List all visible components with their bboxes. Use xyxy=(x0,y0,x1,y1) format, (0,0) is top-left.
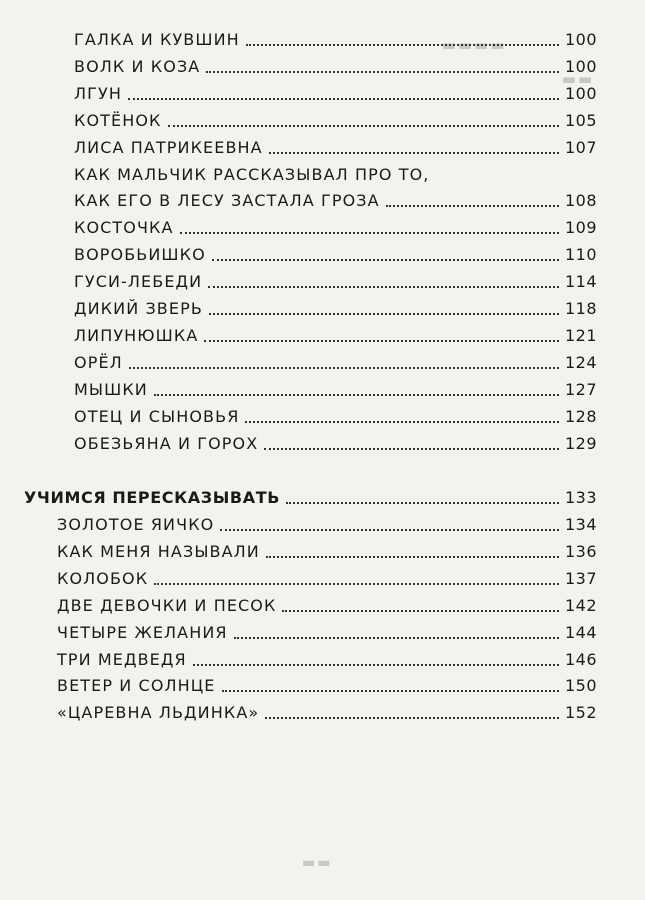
toc-page-number: 128 xyxy=(564,406,597,426)
toc-entry-title: КОЛОБОК xyxy=(57,568,149,588)
toc-entry xyxy=(57,699,597,723)
dot-leader xyxy=(266,556,559,558)
toc-entry xyxy=(74,376,597,400)
dot-leader xyxy=(168,125,559,127)
toc-entry-title: ЗОЛОТОЕ ЯИЧКО xyxy=(57,515,215,534)
dot-leader xyxy=(269,152,559,154)
dot-leader xyxy=(206,71,559,73)
dot-leader xyxy=(208,286,559,288)
toc-entry-title: КАК МАЛЬЧИК РАССКАЗЫВАЛ ПРО ТО, xyxy=(74,164,430,184)
dot-leader xyxy=(154,394,559,396)
dot-leader xyxy=(246,44,559,46)
toc-entry-title: ВОЛК И КОЗА xyxy=(74,56,201,76)
toc-page-number: 152 xyxy=(564,703,597,723)
toc-entry-title: «ЦАРЕВНА ЛЬДИНКА» xyxy=(57,703,260,723)
dot-leader xyxy=(180,232,559,234)
dot-leader xyxy=(220,529,559,531)
toc-entry-title: ГАЛКА И КУВШИН xyxy=(74,30,240,49)
toc-page-number: 107 xyxy=(564,137,597,157)
toc-entry xyxy=(74,268,597,292)
toc-entry-title: ТРИ МЕДВЕДЯ xyxy=(57,649,187,669)
toc-entry xyxy=(57,646,597,670)
toc-page-number: 136 xyxy=(564,541,597,561)
toc-entry xyxy=(57,565,597,589)
toc-page-number: 144 xyxy=(564,622,597,642)
dot-leader xyxy=(128,98,559,100)
toc-entry-title: ГУСИ-ЛЕБЕДИ xyxy=(74,272,203,292)
toc-page-number: 127 xyxy=(564,379,597,399)
dot-leader xyxy=(282,610,558,612)
dot-leader xyxy=(222,690,559,692)
toc-entry xyxy=(74,187,597,211)
toc-page-number: 100 xyxy=(564,83,597,103)
toc-entry-title: МЫШКИ xyxy=(74,379,148,399)
toc-entry-title: ДИКИЙ ЗВЕРЬ xyxy=(74,299,203,318)
toc-page-number: 109 xyxy=(564,218,597,238)
toc-entry xyxy=(74,80,597,104)
toc-page-number: 133 xyxy=(564,488,597,507)
toc-page-number: 108 xyxy=(564,191,597,211)
bleed-through-text: ▬▬ xyxy=(560,70,593,88)
toc-entry-title: КОТЁНОК xyxy=(74,110,162,130)
toc-page-number: 100 xyxy=(564,30,597,49)
toc-page-number: 118 xyxy=(564,299,597,318)
toc-page-number: 146 xyxy=(564,649,597,669)
toc-entry-title: КАК ЕГО В ЛЕСУ ЗАСТАЛА ГРОЗА xyxy=(74,191,380,211)
bleed-through-page-number: ▬▬ xyxy=(300,855,331,871)
toc-page-number: 121 xyxy=(564,325,597,345)
dot-leader xyxy=(264,448,559,450)
toc-entry xyxy=(74,349,597,373)
toc-entry xyxy=(74,53,597,77)
toc-entry xyxy=(57,619,597,643)
toc-entry xyxy=(57,511,597,535)
toc-entry xyxy=(74,322,597,346)
toc-entry-title: ОБЕЗЬЯНА И ГОРОХ xyxy=(74,433,259,453)
toc-entry xyxy=(57,538,597,562)
toc-entry-title: ДВЕ ДЕВОЧКИ И ПЕСОК xyxy=(57,595,277,615)
dot-leader xyxy=(209,313,559,315)
dot-leader xyxy=(204,340,559,342)
toc-entry-title: ЛИСА ПАТРИКЕЕВНА xyxy=(74,137,263,157)
toc-entry-title: ЛИПУНЮШКА xyxy=(74,325,199,345)
toc-page-number: 137 xyxy=(564,568,597,588)
dot-leader xyxy=(245,421,559,423)
section-heading xyxy=(24,484,597,508)
toc-page-number: 124 xyxy=(564,352,597,372)
section-title: УЧИМСЯ ПЕРЕСКАЗЫВАТЬ xyxy=(24,488,281,507)
dot-leader xyxy=(286,502,559,504)
dot-leader xyxy=(234,637,559,639)
toc-entry-title: ВЕТЕР И СОЛНЦЕ xyxy=(57,676,216,696)
toc-page-number: 142 xyxy=(564,595,597,615)
toc-entry-title: ЧЕТЫРЕ ЖЕЛАНИЯ xyxy=(57,622,228,642)
toc-entry xyxy=(74,403,597,427)
toc-page-number: 105 xyxy=(564,110,597,130)
toc-page-number: 110 xyxy=(564,245,597,265)
toc-entry-title: ВОРОБЬИШКО xyxy=(74,245,206,265)
toc-entry xyxy=(74,241,597,265)
toc-entry xyxy=(57,592,597,616)
toc-entry xyxy=(74,26,597,50)
bleed-through-text: ▬▬▬▬ xyxy=(440,36,505,54)
toc-entry-title: ОТЕЦ И СЫНОВЬЯ xyxy=(74,406,240,426)
toc-entry xyxy=(74,161,429,185)
toc-entry xyxy=(74,107,597,131)
toc-page-number: 114 xyxy=(564,272,597,292)
toc-page-number: 100 xyxy=(564,56,597,76)
dot-leader xyxy=(212,259,559,261)
toc-page-number: 150 xyxy=(564,676,597,696)
toc-entry xyxy=(74,134,597,158)
toc-entry-title: КОСТОЧКА xyxy=(74,218,174,238)
dot-leader xyxy=(154,583,559,585)
toc-page-number: 134 xyxy=(564,515,597,534)
dot-leader xyxy=(193,664,559,666)
dot-leader xyxy=(386,205,559,207)
toc-entry xyxy=(74,295,597,319)
dot-leader xyxy=(265,717,559,719)
toc-page-number: 129 xyxy=(564,433,597,453)
toc-entry-title: ЛГУН xyxy=(74,83,122,103)
toc-entry xyxy=(74,214,597,238)
toc-entry-title: ОРЁЛ xyxy=(74,352,123,372)
toc-entry xyxy=(57,672,597,696)
toc-entry-title: КАК МЕНЯ НАЗЫВАЛИ xyxy=(57,541,260,561)
dot-leader xyxy=(129,367,559,369)
toc-entry xyxy=(74,430,597,454)
